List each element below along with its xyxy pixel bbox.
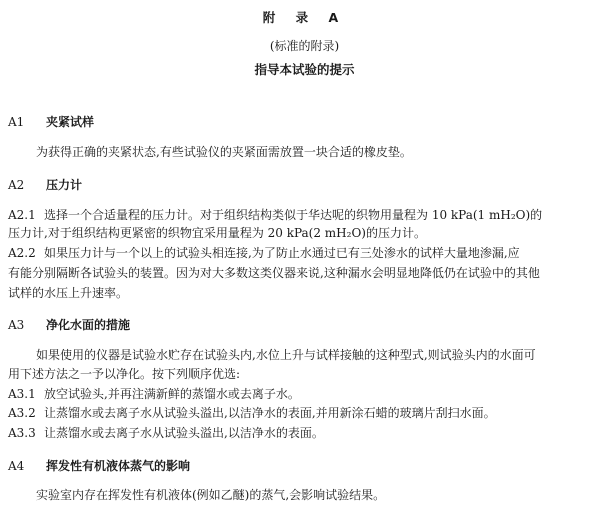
- item-a2-1-line-2: 压力计,对于组织结构更紧密的织物宜采用量程为 20 kPa(2 mH₂O)的压力计。: [8, 226, 426, 240]
- item-number: A3.1: [8, 387, 36, 401]
- section-a1-paragraph: 为获得正确的夹紧状态,有些试验仪的夹紧面需放置一块合适的橡皮垫。: [36, 145, 412, 159]
- section-a3-heading: [8, 318, 130, 332]
- section-a2-heading: [8, 178, 82, 192]
- item-number: A3.3: [8, 426, 36, 440]
- section-title: 净化水面的措施: [46, 318, 131, 332]
- item-number: A3.2: [8, 406, 36, 420]
- section-a3-intro-line-1: 如果使用的仪器是试验水贮存在试验头内,水位上升与试样接触的这种型式,则试验头内的水面可: [36, 348, 536, 362]
- section-a4-heading: [8, 459, 190, 473]
- item-a2-2-line-2: 有能分别隔断各试验头的装置。因为对大多数这类仪器来说,这种漏水会明显地降低仍在试验中的其他: [8, 266, 540, 280]
- section-a4-paragraph: 实验室内存在挥发性有机液体(例如乙醚)的蒸气,会影响试验结果。: [36, 488, 386, 502]
- section-title: 压力计: [46, 178, 83, 192]
- section-number: A2: [8, 178, 25, 192]
- section-title: 夹紧试样: [46, 115, 95, 129]
- section-number: A1: [8, 115, 25, 129]
- item-a3-1: A3.1 放空试验头,并再注满新鲜的蒸馏水或去离子水。: [8, 387, 300, 401]
- appendix-subtitle: (标准的附录): [269, 39, 340, 53]
- item-a2-1-line-1: A2.1 选择一个合适量程的压力计。对于组织结构类似于华达呢的织物用量程为 10 kPa(1 mH₂O)的: [8, 208, 543, 222]
- appendix-heading: 指导本试验的提示: [254, 62, 355, 77]
- section-a3-intro-line-2: 用下述方法之一予以净化。按下列顺序优选:: [8, 367, 241, 381]
- section-title: 挥发性有机液体蒸气的影响: [46, 459, 191, 473]
- item-number: A2.1: [8, 208, 36, 222]
- appendix-title: 附 录 A: [262, 10, 347, 25]
- item-a2-2-line-1: A2.2 如果压力计与一个以上的试验头相连接,为了防止水通过已有三处渗水的试样大量地渗漏,应: [8, 246, 520, 260]
- section-a1-heading: [8, 115, 94, 129]
- item-number: A2.2: [8, 246, 36, 260]
- item-a2-2-line-3: 试样的水压上升速率。: [8, 286, 129, 300]
- section-number: A4: [8, 459, 25, 473]
- item-a3-3: A3.3 让蒸馏水或去离子水从试验头溢出,以洁净水的表面。: [8, 426, 324, 440]
- item-a3-2: A3.2 让蒸馏水或去离子水从试验头溢出,以洁净水的表面,并用新涂石蜡的玻璃片刮扫水面。: [8, 406, 496, 420]
- section-number: A3: [8, 318, 25, 332]
